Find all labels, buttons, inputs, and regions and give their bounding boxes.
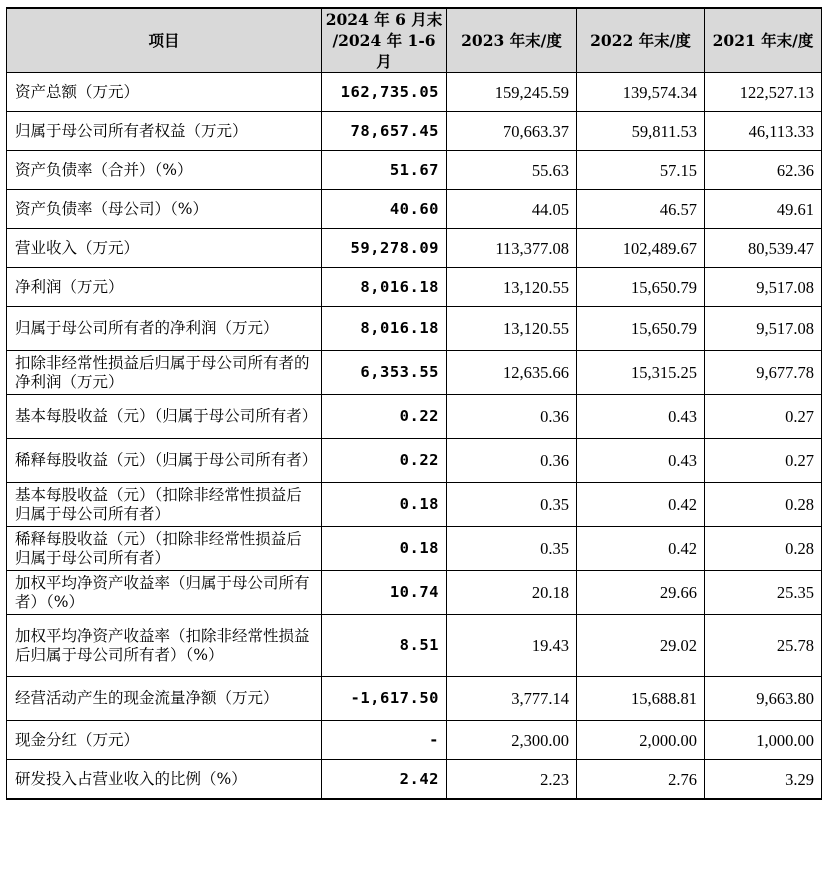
cell-2022: 139,574.34 <box>577 73 705 112</box>
row-label: 加权平均净资产收益率（归属于母公司所有者）（%） <box>7 571 322 615</box>
cell-2023: 44.05 <box>447 190 577 229</box>
table-row <box>7 760 822 800</box>
cell-2024: 59,278.09 <box>322 229 447 268</box>
cell-2024: 10.74 <box>322 571 447 615</box>
cell-2024: 8,016.18 <box>322 268 447 307</box>
cell-2023: 55.63 <box>447 151 577 190</box>
table-row <box>7 73 822 112</box>
cell-2024: 0.18 <box>322 527 447 571</box>
cell-2024: -1,617.50 <box>322 677 447 721</box>
cell-2022: 15,315.25 <box>577 351 705 395</box>
header-2021: 2021 年末/度 <box>705 8 822 73</box>
cell-2024: 8.51 <box>322 615 447 677</box>
cell-2024: 2.42 <box>322 760 447 800</box>
cell-2023: 12,635.66 <box>447 351 577 395</box>
table-header <box>7 8 822 73</box>
cell-2022: 15,650.79 <box>577 268 705 307</box>
row-label: 营业收入（万元） <box>7 229 322 268</box>
header-2022: 2022 年末/度 <box>577 8 705 73</box>
cell-2021: 0.27 <box>705 439 822 483</box>
row-label: 研发投入占营业收入的比例（%） <box>7 760 322 800</box>
cell-2023: 13,120.55 <box>447 307 577 351</box>
cell-2021: 9,517.08 <box>705 268 822 307</box>
row-label: 资产负债率（母公司）（%） <box>7 190 322 229</box>
cell-2021: 9,677.78 <box>705 351 822 395</box>
cell-2021: 0.28 <box>705 483 822 527</box>
table-row <box>7 395 822 439</box>
cell-2022: 15,688.81 <box>577 677 705 721</box>
cell-2021: 62.36 <box>705 151 822 190</box>
financial-summary-container <box>6 7 822 800</box>
table-row <box>7 229 822 268</box>
cell-2021: 0.27 <box>705 395 822 439</box>
row-label: 现金分红（万元） <box>7 721 322 760</box>
cell-2022: 46.57 <box>577 190 705 229</box>
cell-2023: 13,120.55 <box>447 268 577 307</box>
cell-2022: 57.15 <box>577 151 705 190</box>
row-label: 资产负债率（合并）（%） <box>7 151 322 190</box>
cell-2024: 0.22 <box>322 395 447 439</box>
cell-2022: 15,650.79 <box>577 307 705 351</box>
row-label: 基本每股收益（元）（扣除非经常性损益后归属于母公司所有者） <box>7 483 322 527</box>
cell-2024: 40.60 <box>322 190 447 229</box>
table-row <box>7 268 822 307</box>
header-row <box>7 8 822 73</box>
cell-2022: 0.42 <box>577 527 705 571</box>
table-row <box>7 721 822 760</box>
cell-2024: 0.22 <box>322 439 447 483</box>
table-row <box>7 571 822 615</box>
row-label: 归属于母公司所有者的净利润（万元） <box>7 307 322 351</box>
cell-2023: 159,245.59 <box>447 73 577 112</box>
cell-2021: 25.35 <box>705 571 822 615</box>
table-row <box>7 483 822 527</box>
cell-2022: 102,489.67 <box>577 229 705 268</box>
cell-2021: 1,000.00 <box>705 721 822 760</box>
row-label: 经营活动产生的现金流量净额（万元） <box>7 677 322 721</box>
header-2024-line2: /2024 年 1-6 月 <box>332 31 436 71</box>
table-row <box>7 307 822 351</box>
header-item: 项目 <box>7 8 322 73</box>
cell-2023: 2.23 <box>447 760 577 800</box>
cell-2024: 78,657.45 <box>322 112 447 151</box>
cell-2022: 2,000.00 <box>577 721 705 760</box>
row-label: 稀释每股收益（元）（扣除非经常性损益后归属于母公司所有者） <box>7 527 322 571</box>
table-row <box>7 190 822 229</box>
cell-2024: 8,016.18 <box>322 307 447 351</box>
row-label: 基本每股收益（元）（归属于母公司所有者） <box>7 395 322 439</box>
cell-2022: 29.66 <box>577 571 705 615</box>
cell-2022: 0.43 <box>577 439 705 483</box>
cell-2021: 0.28 <box>705 527 822 571</box>
header-2024 <box>322 8 447 73</box>
cell-2022: 0.42 <box>577 483 705 527</box>
cell-2023: 3,777.14 <box>447 677 577 721</box>
table-row <box>7 615 822 677</box>
row-label: 资产总额（万元） <box>7 73 322 112</box>
cell-2021: 49.61 <box>705 190 822 229</box>
table-row <box>7 527 822 571</box>
row-label: 净利润（万元） <box>7 268 322 307</box>
table-row <box>7 151 822 190</box>
cell-2023: 0.35 <box>447 483 577 527</box>
cell-2024: 0.18 <box>322 483 447 527</box>
cell-2023: 2,300.00 <box>447 721 577 760</box>
row-label: 扣除非经常性损益后归属于母公司所有者的净利润（万元） <box>7 351 322 395</box>
row-label: 稀释每股收益（元）（归属于母公司所有者） <box>7 439 322 483</box>
cell-2023: 0.36 <box>447 395 577 439</box>
cell-2023: 70,663.37 <box>447 112 577 151</box>
table-row <box>7 112 822 151</box>
cell-2021: 9,517.08 <box>705 307 822 351</box>
cell-2022: 29.02 <box>577 615 705 677</box>
cell-2023: 20.18 <box>447 571 577 615</box>
cell-2023: 19.43 <box>447 615 577 677</box>
cell-2024: - <box>322 721 447 760</box>
row-label: 加权平均净资产收益率（扣除非经常性损益后归属于母公司所有者）（%） <box>7 615 322 677</box>
cell-2022: 0.43 <box>577 395 705 439</box>
table-row <box>7 677 822 721</box>
table-row <box>7 439 822 483</box>
cell-2023: 113,377.08 <box>447 229 577 268</box>
cell-2021: 3.29 <box>705 760 822 800</box>
cell-2024: 51.67 <box>322 151 447 190</box>
cell-2024: 162,735.05 <box>322 73 447 112</box>
table-row <box>7 351 822 395</box>
cell-2021: 9,663.80 <box>705 677 822 721</box>
cell-2022: 2.76 <box>577 760 705 800</box>
cell-2021: 46,113.33 <box>705 112 822 151</box>
table-body <box>7 73 822 800</box>
header-2023: 2023 年末/度 <box>447 8 577 73</box>
row-label: 归属于母公司所有者权益（万元） <box>7 112 322 151</box>
cell-2021: 25.78 <box>705 615 822 677</box>
header-2024-line1: 2024 年 6 月末 <box>325 10 443 29</box>
financial-summary-table <box>6 7 822 800</box>
cell-2024: 6,353.55 <box>322 351 447 395</box>
cell-2022: 59,811.53 <box>577 112 705 151</box>
cell-2023: 0.36 <box>447 439 577 483</box>
cell-2023: 0.35 <box>447 527 577 571</box>
cell-2021: 80,539.47 <box>705 229 822 268</box>
cell-2021: 122,527.13 <box>705 73 822 112</box>
